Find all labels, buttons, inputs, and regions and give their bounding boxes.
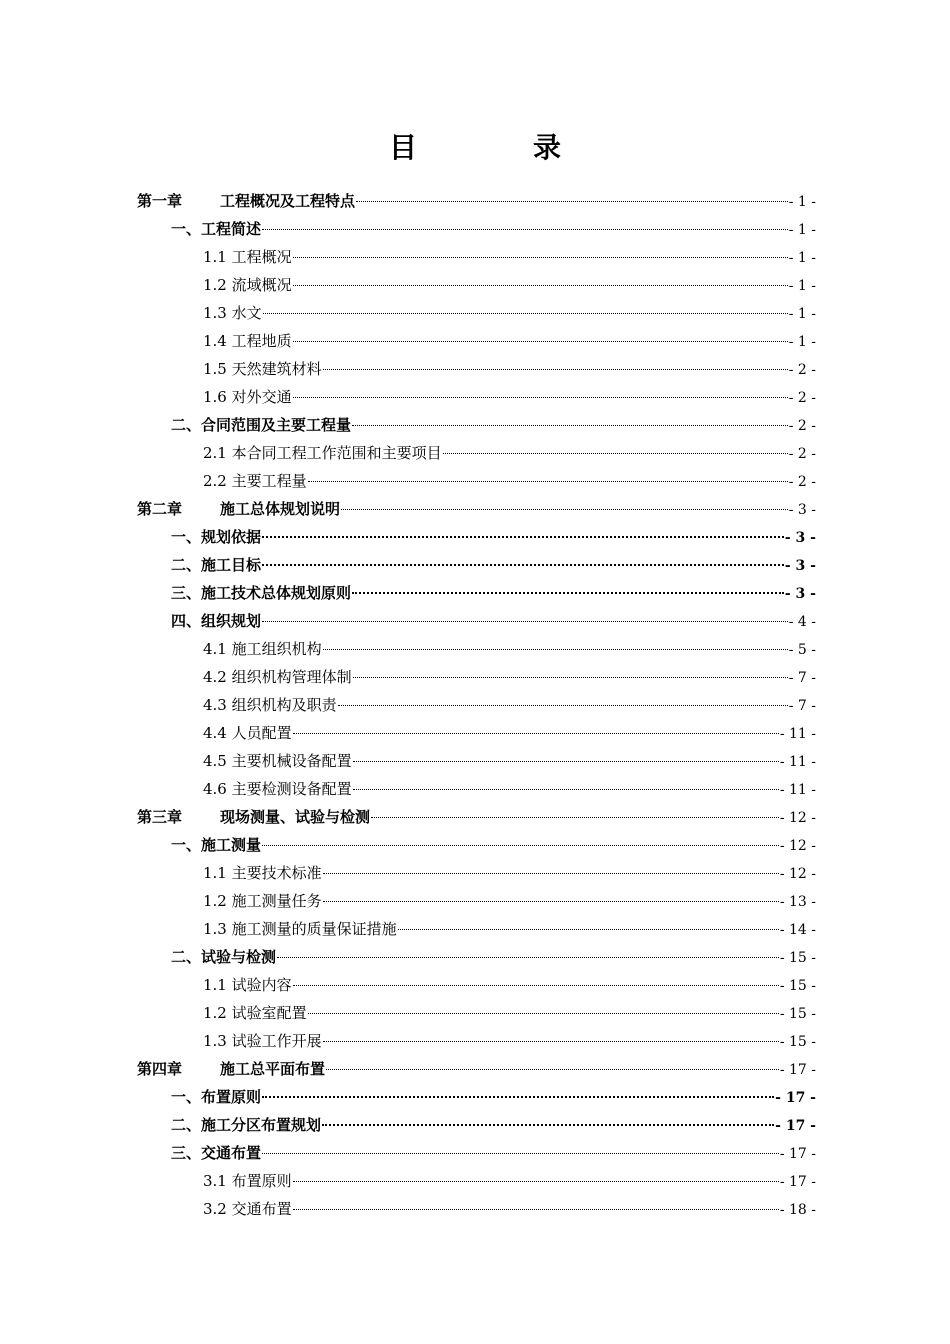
toc-page-number: - 12 - <box>779 810 816 826</box>
dot-leader <box>308 481 788 482</box>
toc-page-number: - 2 - <box>788 390 816 406</box>
dot-leader <box>262 229 788 230</box>
dot-leader <box>443 453 788 454</box>
toc-entry-text: 2.2 主要工程量 <box>203 472 307 490</box>
toc-page-number: - 3 - <box>784 586 816 602</box>
dot-leader <box>293 397 788 398</box>
toc-entry-section[interactable] <box>137 831 816 859</box>
dot-leader <box>262 564 784 566</box>
toc-page-number: - 7 - <box>788 670 816 686</box>
toc-entry-text: 1.4 工程地质 <box>203 332 292 350</box>
toc-entry-label <box>203 691 337 719</box>
dot-leader <box>353 789 779 790</box>
toc-entry-label <box>171 411 351 439</box>
toc-entry-label <box>203 1027 322 1055</box>
dot-leader <box>341 509 788 510</box>
toc-entry-label <box>171 607 261 635</box>
toc-entry-sub[interactable] <box>137 299 816 327</box>
toc-page-number: - 15 - <box>779 1034 816 1050</box>
toc-entry-text: 4.2 组织机构管理体制 <box>203 668 352 686</box>
toc-entry-label <box>203 775 352 803</box>
toc-page-number: - 1 - <box>788 222 816 238</box>
toc-entry-text: 三、施工技术总体规划原则 <box>171 584 352 602</box>
dot-leader <box>293 1181 779 1182</box>
toc-entry-text: 一、施工测量 <box>171 836 262 854</box>
toc-entry-label <box>137 187 355 215</box>
toc-page-number: - 2 - <box>788 418 816 434</box>
dot-leader <box>262 1096 774 1098</box>
toc-page-number: - 11 - <box>779 754 816 770</box>
toc-entry-text: 1.2 试验室配置 <box>203 1004 307 1022</box>
toc-entry-label <box>203 1195 292 1223</box>
toc-entry-sub[interactable] <box>137 327 816 355</box>
dot-leader <box>293 733 779 734</box>
dot-leader <box>262 621 788 622</box>
dot-leader <box>293 985 779 986</box>
dot-leader <box>323 873 779 874</box>
toc-entry-label <box>203 887 322 915</box>
toc-entry-label <box>203 383 292 411</box>
toc-entry-text: 4.5 主要机械设备配置 <box>203 752 352 770</box>
toc-entry-section[interactable] <box>137 1111 816 1139</box>
toc-entry-text: 4.3 组织机构及职责 <box>203 696 337 714</box>
toc-entry-sub[interactable] <box>137 691 816 719</box>
dot-leader <box>262 1153 779 1154</box>
toc-entry-sub[interactable] <box>137 747 816 775</box>
toc-page-number: - 15 - <box>779 978 816 994</box>
toc-page-number: - 15 - <box>779 950 816 966</box>
toc-entry-label <box>171 1083 261 1111</box>
dot-leader <box>371 817 779 818</box>
toc-entry-sub[interactable] <box>137 915 816 943</box>
toc-entry-label <box>203 299 262 327</box>
toc-entry-sub[interactable] <box>137 719 816 747</box>
toc-entry-text: 施工总体规划说明 <box>220 500 341 518</box>
toc-entry-label <box>171 943 276 971</box>
toc-page-number: - 2 - <box>788 362 816 378</box>
chapter-number: 第一章 <box>137 192 183 210</box>
table-of-contents <box>137 187 816 1223</box>
toc-page-number: - 17 - <box>779 1174 816 1190</box>
toc-page-number: - 1 - <box>788 306 816 322</box>
toc-entry-label <box>203 999 307 1027</box>
toc-entry-sub[interactable] <box>137 971 816 999</box>
chapter-number: 第三章 <box>137 808 183 826</box>
toc-entry-label <box>203 635 322 663</box>
toc-page-number: - 5 - <box>788 642 816 658</box>
toc-entry-label <box>203 859 322 887</box>
toc-entry-sub[interactable] <box>137 663 816 691</box>
toc-entry-text: 2.1 本合同工程工作范围和主要项目 <box>203 444 442 462</box>
toc-entry-text: 1.1 主要技术标准 <box>203 864 322 882</box>
toc-entry-chapter[interactable] <box>137 803 816 831</box>
toc-entry-label <box>203 467 307 495</box>
toc-entry-label <box>171 831 261 859</box>
toc-entry-label <box>203 439 442 467</box>
toc-entry-sub[interactable] <box>137 887 816 915</box>
toc-entry-text: 1.3 水文 <box>203 304 262 322</box>
toc-entry-text: 工程概况及工程特点 <box>220 192 356 210</box>
toc-entry-sub[interactable] <box>137 1167 816 1195</box>
toc-entry-sub[interactable] <box>137 383 816 411</box>
toc-page-number: - 17 - <box>779 1146 816 1162</box>
toc-page-number: - 3 - <box>788 502 816 518</box>
toc-entry-text: 1.2 流域概况 <box>203 276 292 294</box>
toc-entry-label <box>203 719 292 747</box>
dot-leader <box>353 677 788 678</box>
toc-entry-label <box>137 1055 325 1083</box>
toc-page-number: - 2 - <box>788 474 816 490</box>
dot-leader <box>277 957 779 958</box>
toc-entry-text: 1.3 试验工作开展 <box>203 1032 322 1050</box>
toc-entry-label <box>203 971 292 999</box>
dot-leader <box>323 1041 779 1042</box>
toc-entry-text: 现场测量、试验与检测 <box>220 808 371 826</box>
toc-entry-chapter[interactable] <box>137 187 816 215</box>
toc-entry-chapter[interactable] <box>137 495 816 523</box>
toc-entry-sub[interactable] <box>137 439 816 467</box>
dot-leader <box>352 425 788 426</box>
dot-leader <box>293 1209 779 1210</box>
dot-leader <box>323 901 779 902</box>
toc-entry-label <box>171 579 351 607</box>
toc-entry-sub[interactable] <box>137 635 816 663</box>
toc-entry-label <box>203 327 292 355</box>
dot-leader <box>293 341 788 342</box>
toc-entry-label <box>203 271 292 299</box>
toc-entry-section[interactable] <box>137 607 816 635</box>
toc-page-number: - 1 - <box>788 250 816 266</box>
toc-page-number: - 13 - <box>779 894 816 910</box>
toc-entry-text: 四、组织规划 <box>171 612 262 630</box>
toc-entry-text: 1.5 天然建筑材料 <box>203 360 322 378</box>
toc-page-number: - 12 - <box>779 838 816 854</box>
toc-entry-section[interactable] <box>137 1083 816 1111</box>
toc-entry-text: 施工总平面布置 <box>220 1060 326 1078</box>
toc-entry-label <box>203 747 352 775</box>
toc-page-number: - 2 - <box>788 446 816 462</box>
toc-page-number: - 18 - <box>779 1202 816 1218</box>
toc-entry-text: 二、试验与检测 <box>171 948 277 966</box>
toc-entry-section[interactable] <box>137 579 816 607</box>
toc-entry-label <box>203 1167 292 1195</box>
toc-page-number: - 3 - <box>784 558 816 574</box>
toc-entry-section[interactable] <box>137 411 816 439</box>
toc-page-number: - 4 - <box>788 614 816 630</box>
toc-entry-sub[interactable] <box>137 1195 816 1223</box>
toc-page-number: - 1 - <box>788 278 816 294</box>
toc-entry-label <box>171 523 261 551</box>
toc-page-number: - 11 - <box>779 782 816 798</box>
page-title: 目 录 <box>388 131 605 164</box>
toc-entry-label <box>171 1139 261 1167</box>
toc-entry-text: 1.6 对外交通 <box>203 388 292 406</box>
dot-leader <box>352 592 784 594</box>
toc-entry-text: 1.2 施工测量任务 <box>203 892 322 910</box>
toc-page-number: - 3 - <box>784 530 816 546</box>
toc-entry-section[interactable] <box>137 523 816 551</box>
toc-entry-text: 二、施工目标 <box>171 556 262 574</box>
toc-entry-section[interactable] <box>137 551 816 579</box>
dot-leader <box>356 201 788 202</box>
toc-entry-label <box>203 663 352 691</box>
toc-page-number: - 17 - <box>779 1062 816 1078</box>
toc-entry-text: 三、交通布置 <box>171 1144 262 1162</box>
toc-entry-text: 4.4 人员配置 <box>203 724 292 742</box>
chapter-number: 第二章 <box>137 500 183 518</box>
toc-entry-label <box>203 243 292 271</box>
dot-leader <box>262 536 784 538</box>
dot-leader <box>293 285 788 286</box>
toc-page-number: - 17 - <box>775 1118 816 1134</box>
toc-entry-section[interactable] <box>137 1139 816 1167</box>
toc-entry-label <box>137 495 340 523</box>
dot-leader <box>308 1013 779 1014</box>
dot-leader <box>338 705 788 706</box>
toc-page-number: - 14 - <box>779 922 816 938</box>
toc-entry-section[interactable] <box>137 943 816 971</box>
dot-leader <box>323 649 788 650</box>
dot-leader <box>322 1124 774 1126</box>
toc-entry-text: 1.1 工程概况 <box>203 248 292 266</box>
toc-entry-label <box>137 803 370 831</box>
dot-leader <box>398 929 779 930</box>
toc-entry-text: 3.1 布置原则 <box>203 1172 292 1190</box>
toc-entry-label <box>171 215 261 243</box>
toc-entry-sub[interactable] <box>137 271 816 299</box>
toc-entry-sub[interactable] <box>137 355 816 383</box>
toc-entry-sub[interactable] <box>137 999 816 1027</box>
toc-entry-label <box>171 551 261 579</box>
dot-leader <box>353 761 779 762</box>
toc-entry-text: 二、施工分区布置规划 <box>171 1116 322 1134</box>
toc-page-number: - 17 - <box>775 1090 816 1106</box>
toc-entry-text: 4.6 主要检测设备配置 <box>203 780 352 798</box>
toc-page-number: - 12 - <box>779 866 816 882</box>
toc-entry-sub[interactable] <box>137 775 816 803</box>
toc-entry-sub[interactable] <box>137 243 816 271</box>
toc-entry-label <box>203 915 397 943</box>
toc-entry-label <box>203 355 322 383</box>
toc-entry-label <box>171 1111 321 1139</box>
toc-entry-text: 1.1 试验内容 <box>203 976 292 994</box>
toc-entry-text: 二、合同范围及主要工程量 <box>171 416 352 434</box>
toc-entry-text: 一、工程简述 <box>171 220 262 238</box>
toc-entry-text: 一、布置原则 <box>171 1088 262 1106</box>
toc-entry-text: 3.2 交通布置 <box>203 1200 292 1218</box>
toc-entry-sub[interactable] <box>137 1027 816 1055</box>
dot-leader <box>323 369 788 370</box>
toc-page-number: - 15 - <box>779 1006 816 1022</box>
dot-leader <box>262 845 779 846</box>
toc-entry-text: 一、规划依据 <box>171 528 262 546</box>
toc-page-number: - 11 - <box>779 726 816 742</box>
toc-page-number: - 1 - <box>788 194 816 210</box>
dot-leader <box>293 257 788 258</box>
toc-page-number: - 1 - <box>788 334 816 350</box>
toc-entry-chapter[interactable] <box>137 1055 816 1083</box>
toc-entry-text: 1.3 施工测量的质量保证措施 <box>203 920 397 938</box>
toc-page-number: - 7 - <box>788 698 816 714</box>
toc-entry-text: 4.1 施工组织机构 <box>203 640 322 658</box>
chapter-number: 第四章 <box>137 1060 183 1078</box>
toc-entry-section[interactable] <box>137 215 816 243</box>
toc-entry-sub[interactable] <box>137 467 816 495</box>
dot-leader <box>263 313 788 314</box>
toc-entry-sub[interactable] <box>137 859 816 887</box>
dot-leader <box>326 1069 779 1070</box>
